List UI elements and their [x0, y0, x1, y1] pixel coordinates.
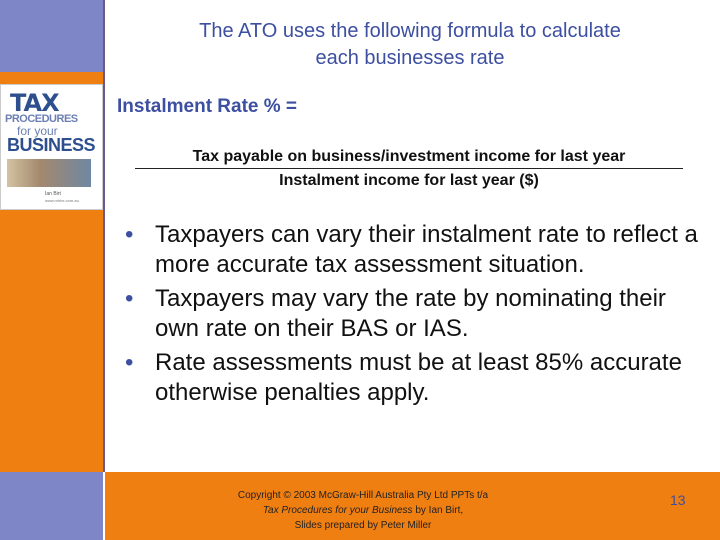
sidebar [0, 0, 103, 540]
formula-denominator: Instalment income for last year ($) [279, 172, 539, 189]
footer-bar [105, 472, 720, 540]
sidebar-top-band [0, 0, 103, 72]
instalment-rate-label: Instalment Rate % = [117, 96, 298, 117]
slide-title [120, 18, 700, 72]
cover-title-business: BUSINESS [7, 135, 96, 155]
bullet-item [125, 348, 705, 408]
book-cover-image [0, 84, 103, 210]
cover-author: Ian Birt [45, 191, 61, 197]
bullet-dot-icon: • [125, 349, 134, 376]
copyright-line1: Copyright © 2003 McGraw-Hill Australia Pty Ltd PPTs t/a [237, 490, 489, 501]
bullet-item [125, 284, 705, 344]
slide-number: 13 [670, 492, 686, 508]
bullet-text: Rate assessments must be at least 85% accurate otherwise penalties apply. [155, 349, 682, 406]
cover-title-procedures: PROCEDURES [5, 113, 78, 125]
copyright-line3: Slides prepared by Peter Miller [294, 520, 432, 531]
bullet-dot-icon: • [125, 285, 134, 312]
copyright-line2 [208, 503, 518, 518]
bullet-list [125, 220, 705, 412]
sidebar-bottom-band [0, 472, 103, 540]
formula-numerator: Tax payable on business/investment income for last year [135, 148, 683, 169]
rate-formula [135, 148, 683, 190]
slide-title-line1: The ATO uses the following formula to calculate [199, 20, 621, 42]
bullet-text: Taxpayers can vary their instalment rate to reflect a more accurate tax assessment situation. [155, 221, 698, 278]
cover-publisher: www.mhhe.com.au [45, 198, 79, 203]
bullet-text: Taxpayers may vary the rate by nominating their own rate on their BAS or IAS. [155, 285, 666, 342]
bullet-dot-icon: • [125, 221, 134, 248]
copyright-notice [208, 488, 518, 533]
cover-title-for-your: for your [17, 124, 58, 138]
copyright-book-title: Tax Procedures for your Business [262, 505, 413, 516]
sidebar-divider [103, 0, 105, 472]
copyright-author: by Ian Birt, [412, 505, 464, 516]
slide-title-line2: each businesses rate [315, 47, 505, 69]
cover-artwork [7, 159, 91, 187]
cover-title-tax: TAX [10, 89, 59, 117]
bullet-item [125, 220, 705, 280]
